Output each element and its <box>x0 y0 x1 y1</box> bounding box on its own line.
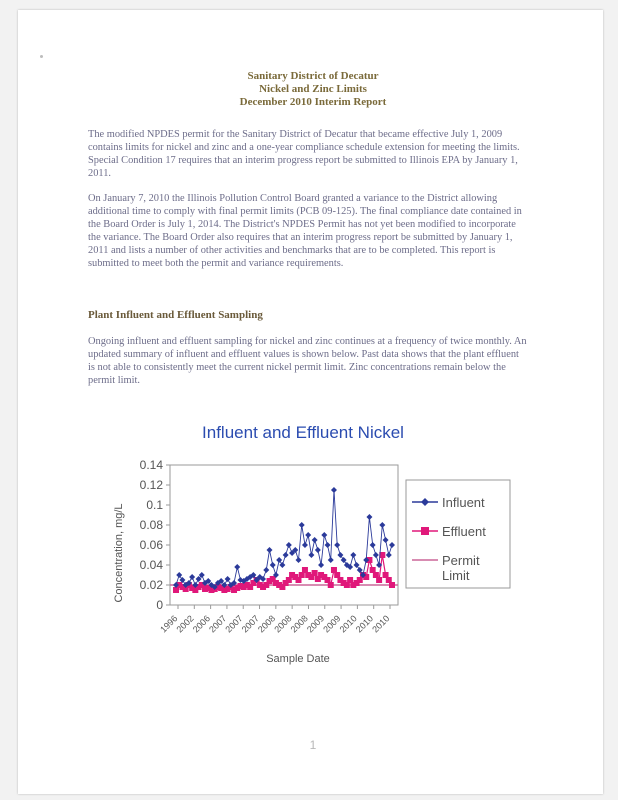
y-axis-label: Concentration, mg/L <box>113 503 125 603</box>
effluent-point <box>328 582 334 588</box>
y-tick-label: 0.06 <box>139 538 163 552</box>
effluent-point <box>376 577 382 583</box>
paragraph-variance: On January 7, 2010 the Illinois Pollution Control Board granted a variance to the District allowing additional time to comply with final permit limits (PCB 09-125). The final compliance date contained in the Board Order is July 1, 2014. The District's NPDES Permit has not yet been modified to incorporate the variance. The Board Order also requires that an interim progress report be submitted by January 1, 2011 and lists a number of other activities and benchmarks that are to be completed. This report is submitted to meet both the permit and variance requirements. <box>88 193 522 269</box>
x-tick-label: 2007 <box>223 613 245 635</box>
x-tick-label: 1996 <box>158 613 180 635</box>
x-tick-label: 2010 <box>337 613 359 635</box>
nickel-chart <box>88 410 518 670</box>
scan-mark <box>40 55 43 58</box>
x-tick-label: 2010 <box>370 613 392 635</box>
x-axis <box>158 605 391 635</box>
y-axis <box>140 458 170 612</box>
page-number: 1 <box>309 738 317 752</box>
x-tick-label: 2008 <box>272 613 294 635</box>
chart-svg <box>88 410 518 670</box>
y-tick-label: 0.12 <box>139 478 163 492</box>
chart-legend <box>406 480 510 588</box>
x-tick-label: 2009 <box>304 613 327 635</box>
x-axis-label: Sample Date <box>266 653 330 665</box>
x-tick-label: 2006 <box>190 613 213 635</box>
y-tick-label: 0.1 <box>146 498 163 512</box>
paragraph-sampling: Ongoing influent and effluent sampling for nickel and zinc continues at a frequency of twice monthly. An updated summary of influent and effluent values is shown below. Past data shows that the plant effluent is not able to consistently meet the current nickel permit limit. Zinc concentrations remain below the permit limit. <box>88 336 527 386</box>
paragraph-permit: The modified NPDES permit for the Sanitary District of Decatur that became effective July 1, 2009 contains limits for nickel and zinc and a one-year compliance schedule extension for meeting the limits. Special Condition 17 requires that an interim progress report be submitted to Illinois EPA by January 1, 2011. <box>88 129 520 179</box>
y-tick-label: 0 <box>156 598 163 612</box>
legend-label: Effluent <box>442 524 486 539</box>
header-report-title: December 2010 Interim Report <box>239 96 387 108</box>
x-tick-label: 2008 <box>288 613 310 635</box>
header-subject: Nickel and Zinc Limits <box>259 83 367 95</box>
section-heading: Plant Influent and Effluent Sampling <box>88 309 263 321</box>
header-organization: Sanitary District of Decatur <box>247 70 379 82</box>
x-tick-label: 2009 <box>321 613 343 635</box>
y-tick-label: 0.14 <box>139 458 163 472</box>
x-tick-label: 2008 <box>256 613 278 635</box>
x-tick-label: 2010 <box>353 613 376 635</box>
y-tick-label: 0.02 <box>139 578 163 592</box>
legend-label: Influent <box>442 495 485 510</box>
x-tick-label: 2007 <box>239 613 261 635</box>
y-tick-label: 0.08 <box>139 518 163 532</box>
legend-marker <box>421 527 429 535</box>
effluent-point <box>312 570 318 576</box>
legend-label: Permit Limit <box>442 553 480 583</box>
report-page <box>18 10 603 794</box>
x-tick-label: 2002 <box>174 613 196 635</box>
effluent-point <box>389 582 395 588</box>
chart-title: Influent and Effluent Nickel <box>202 423 404 442</box>
x-tick-label: 2007 <box>207 613 229 635</box>
report-header <box>78 70 548 109</box>
y-tick-label: 0.04 <box>139 558 163 572</box>
